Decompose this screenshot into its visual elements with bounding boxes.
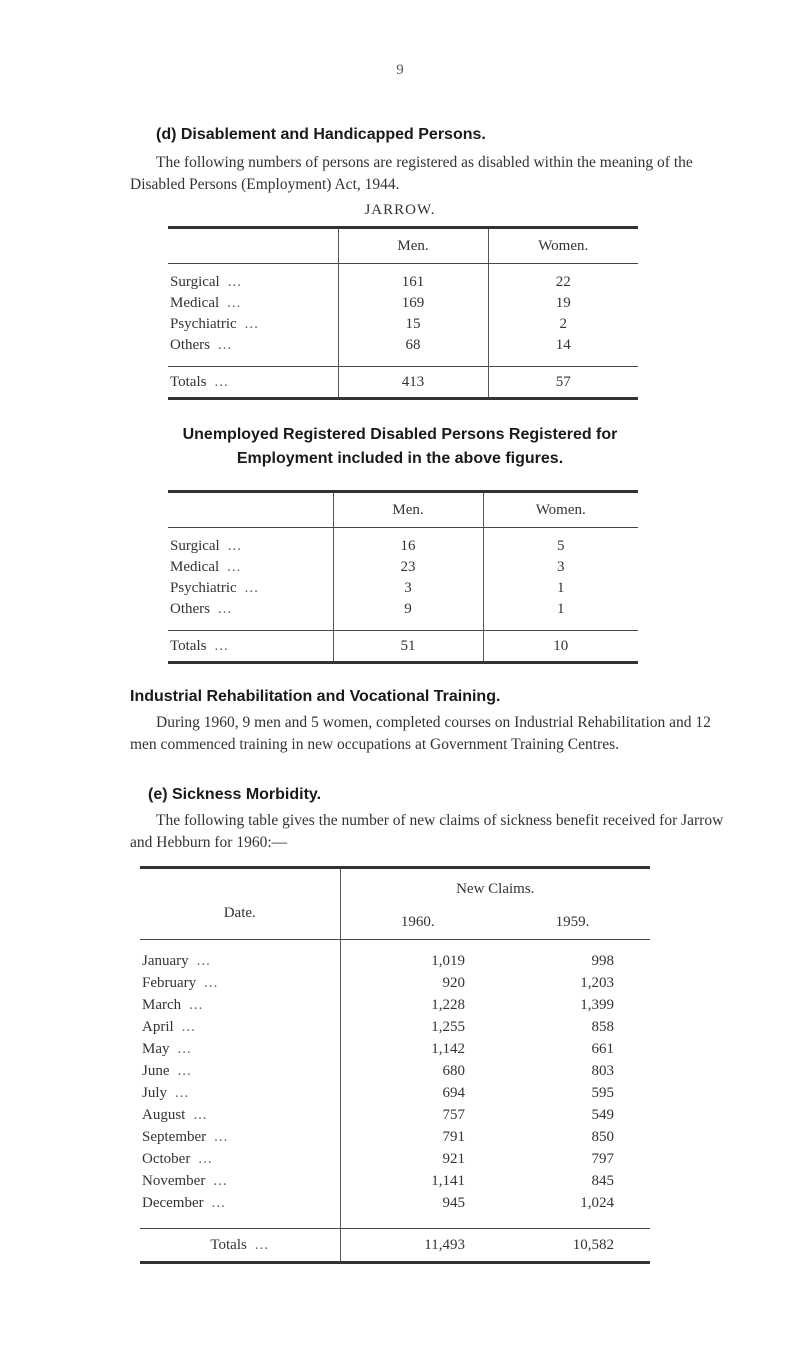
row-label: [168, 599, 333, 620]
leader-dots: ...: [189, 996, 204, 1013]
month-label: [140, 1192, 340, 1214]
table-row: [140, 1038, 650, 1060]
totals-row: [168, 367, 638, 399]
totals-label-text: Totals: [210, 1236, 247, 1253]
men-value: 16: [333, 536, 483, 557]
leader-dots: ...: [218, 601, 233, 617]
leader-dots: ...: [177, 1040, 192, 1057]
month-label-text: January: [142, 952, 189, 969]
claims-1960: 920: [340, 972, 495, 994]
table-row: [140, 1148, 650, 1170]
totals-label-text: Totals: [170, 637, 207, 654]
header-1960: 1960.: [340, 905, 495, 939]
claims-1960: 757: [340, 1104, 495, 1126]
section-d-intro: The following numbers of persons are registered as disabled within the meaning of the Disabled Persons (Employment) Act, 1944.: [130, 154, 693, 193]
women-value: 3: [483, 557, 638, 578]
header-row: [168, 492, 638, 528]
rehab-text: During 1960, 9 men and 5 women, completed courses on Industrial Rehabilitation and 12 men commenced training in new occupations at Government Training Centres.: [130, 714, 711, 753]
header-men: Men.: [333, 492, 483, 528]
table-row: [140, 972, 650, 994]
totals-1959: 10,582: [495, 1229, 650, 1263]
row-label: [168, 272, 338, 293]
totals-label: [140, 1229, 340, 1263]
women-value: 19: [488, 293, 638, 314]
men-value: 169: [338, 293, 488, 314]
claims-1959: 858: [591, 1018, 614, 1035]
header-row: [168, 228, 638, 264]
leader-dots: ...: [227, 538, 242, 554]
claims-1959: 549: [591, 1106, 614, 1123]
claims-1960: 1,142: [340, 1038, 495, 1060]
totals-men: 413: [338, 367, 488, 399]
row-label: [168, 578, 333, 599]
month-label: [140, 1082, 340, 1104]
women-value: 22: [488, 272, 638, 293]
table-row: [140, 1016, 650, 1038]
header-new-claims: New Claims.: [340, 868, 650, 906]
claims-1959: 661: [591, 1040, 614, 1057]
claims-1960: 1,255: [340, 1016, 495, 1038]
women-value: 5: [483, 536, 638, 557]
table-row: [140, 1126, 650, 1148]
section-e-heading: (e) Sickness Morbidity.: [148, 786, 322, 803]
leader-dots: ...: [196, 952, 211, 969]
header-row-group: [140, 868, 650, 906]
row-label-text: Psychiatric: [170, 316, 237, 332]
claims-1959: 1,203: [580, 974, 614, 991]
totals-men: 51: [333, 631, 483, 663]
row-label-text: Others: [170, 337, 210, 353]
page-number: 9: [396, 62, 404, 78]
table-row: [140, 1104, 650, 1126]
leader-dots: ...: [244, 580, 259, 596]
month-label-text: August: [142, 1106, 186, 1123]
women-value: 2: [488, 314, 638, 335]
leader-dots: ...: [198, 1150, 213, 1167]
leader-dots: ...: [204, 974, 219, 991]
table-row: [140, 1082, 650, 1104]
header-women: Women.: [483, 492, 638, 528]
leader-dots: ...: [244, 316, 259, 332]
table-row: [140, 1192, 650, 1214]
table2-heading-line2: Employment included in the above figures.: [236, 450, 564, 467]
unemployed-disabled-table: [168, 490, 638, 664]
place-heading: JARROW.: [364, 202, 436, 218]
claims-1959: 595: [591, 1084, 614, 1101]
claims-1960: 680: [340, 1060, 495, 1082]
men-value: 23: [333, 557, 483, 578]
month-label: [140, 1016, 340, 1038]
claims-1960: 1,141: [340, 1170, 495, 1192]
table-row: [168, 314, 638, 335]
month-label: [140, 1170, 340, 1192]
leader-dots: ...: [181, 1018, 196, 1035]
men-value: 3: [333, 578, 483, 599]
table-row: [168, 272, 638, 293]
row-label: [168, 557, 333, 578]
men-value: 9: [333, 599, 483, 620]
row-label: [168, 293, 338, 314]
totals-label: [168, 631, 333, 663]
month-label: [140, 1126, 340, 1148]
leader-dots: ...: [227, 559, 242, 575]
totals-row: [140, 1229, 650, 1263]
month-label-text: March: [142, 996, 182, 1013]
claims-1959: 998: [591, 952, 614, 969]
women-value: 14: [488, 335, 638, 356]
claims-1959: 1,399: [580, 996, 614, 1013]
section-e-text: The following table gives the number of new claims of sickness benefit received for Jarrow and Hebburn for 1960:—: [130, 812, 724, 851]
month-label: [140, 972, 340, 994]
month-label: [140, 1038, 340, 1060]
claims-1960: 1,019: [340, 950, 495, 972]
row-label-text: Surgical: [170, 538, 220, 554]
row-label: [168, 335, 338, 356]
leader-dots: ...: [214, 1128, 229, 1145]
leader-dots: ...: [175, 1084, 190, 1101]
sickness-claims-table: [140, 866, 650, 1264]
men-value: 68: [338, 335, 488, 356]
totals-women: 10: [483, 631, 638, 663]
month-label-text: February: [142, 974, 197, 991]
claims-1959: 850: [591, 1128, 614, 1145]
month-label: [140, 1148, 340, 1170]
claims-1959: 845: [591, 1172, 614, 1189]
table-row: [140, 950, 650, 972]
table-row: [168, 293, 638, 314]
claims-1960: 945: [340, 1192, 495, 1214]
month-label-text: November: [142, 1172, 206, 1189]
women-value: 1: [483, 578, 638, 599]
month-label-text: October: [142, 1150, 191, 1167]
leader-dots: ...: [227, 295, 242, 311]
men-value: 15: [338, 314, 488, 335]
leader-dots: ...: [211, 1194, 226, 1211]
month-label-text: April: [142, 1018, 174, 1035]
leader-dots: ...: [214, 373, 229, 390]
month-label: [140, 994, 340, 1016]
claims-1959: 1,024: [580, 1194, 614, 1211]
month-label-text: July: [142, 1084, 168, 1101]
leader-dots: ...: [218, 337, 233, 353]
men-value: 161: [338, 272, 488, 293]
month-label-text: May: [142, 1040, 170, 1057]
leader-dots: ...: [193, 1106, 208, 1123]
header-date: Date.: [140, 868, 340, 940]
row-label-text: Psychiatric: [170, 580, 237, 596]
table-row: [168, 557, 638, 578]
claims-1960: 1,228: [340, 994, 495, 1016]
totals-label-text: Totals: [170, 373, 207, 390]
disabled-registered-table: [168, 226, 638, 400]
row-label: [168, 314, 338, 335]
table-row: [168, 599, 638, 620]
claims-1959: 797: [591, 1150, 614, 1167]
leader-dots: ...: [227, 274, 242, 290]
leader-dots: ...: [213, 1172, 228, 1189]
table-row: [140, 1170, 650, 1192]
table-row: [140, 1060, 650, 1082]
totals-label: [168, 367, 338, 399]
leader-dots: ...: [214, 637, 229, 654]
row-label-text: Others: [170, 601, 210, 617]
row-label-text: Medical: [170, 295, 220, 311]
claims-1959: 803: [591, 1062, 614, 1079]
table2-heading-line1: Unemployed Registered Disabled Persons Registered for: [182, 426, 618, 443]
totals-1960: 11,493: [340, 1229, 495, 1263]
table-row: [168, 335, 638, 356]
header-cell-empty: [168, 492, 333, 528]
month-label: [140, 1060, 340, 1082]
claims-1960: 791: [340, 1126, 495, 1148]
row-label-text: Surgical: [170, 274, 220, 290]
row-label-text: Medical: [170, 559, 220, 575]
table-row: [168, 536, 638, 557]
claims-1960: 694: [340, 1082, 495, 1104]
month-label: [140, 950, 340, 972]
totals-women: 57: [488, 367, 638, 399]
month-label-text: June: [142, 1062, 170, 1079]
leader-dots: ...: [254, 1236, 270, 1253]
table-row: [168, 578, 638, 599]
claims-1960: 921: [340, 1148, 495, 1170]
row-label: [168, 536, 333, 557]
header-cell-empty: [168, 228, 338, 264]
header-men: Men.: [338, 228, 488, 264]
totals-row: [168, 631, 638, 663]
section-d-heading: (d) Disablement and Handicapped Persons.: [156, 126, 486, 143]
women-value: 1: [483, 599, 638, 620]
month-label: [140, 1104, 340, 1126]
leader-dots: ...: [177, 1062, 192, 1079]
month-label-text: September: [142, 1128, 207, 1145]
header-1959: 1959.: [495, 905, 650, 939]
header-women: Women.: [488, 228, 638, 264]
month-label-text: December: [142, 1194, 204, 1211]
table-row: [140, 994, 650, 1016]
rehab-heading: Industrial Rehabilitation and Vocational Training.: [130, 688, 501, 705]
